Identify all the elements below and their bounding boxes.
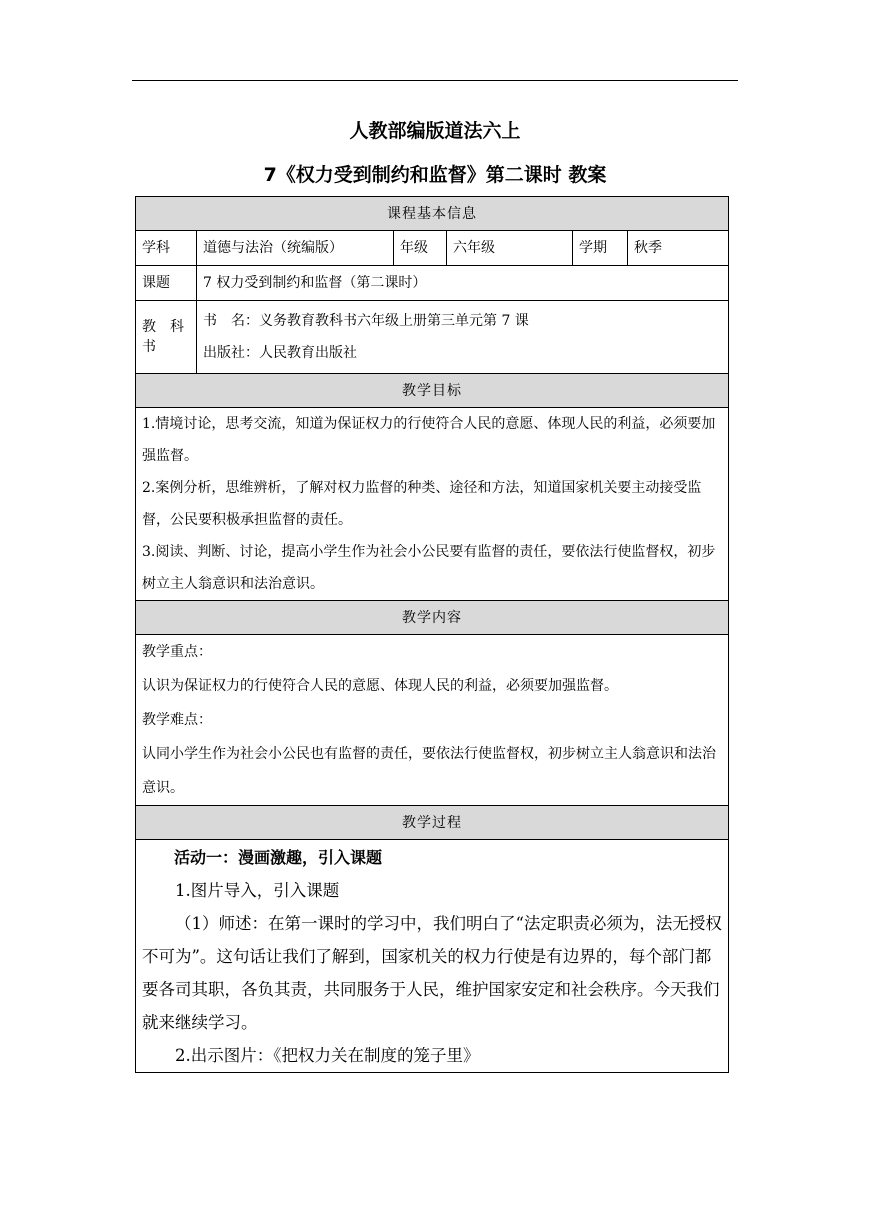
process-paragraph: （1）师述：在第一课时的学习中，我们明白了“法定职责必须为，法无授权不可为”。这句话让我们了解到，国家机关的权力行使是有边界的，每个部门都要各司其职，各负其责，共同服务于人民，维护国家安定和社会秩序。今天我们就来继续学习。 <box>142 913 722 1032</box>
basic-info-header-row <box>136 197 729 231</box>
process-row <box>136 840 729 1073</box>
content-row <box>136 635 729 806</box>
header-rule <box>132 80 738 81</box>
content-cell <box>136 635 729 806</box>
grade-value: 六年级 <box>447 231 573 266</box>
goals-cell <box>136 408 729 601</box>
lesson-title: 7《权力受到制约和监督》第二课时 教案 <box>263 164 607 186</box>
term-value: 秋季 <box>628 231 729 266</box>
textbook-row <box>136 301 729 374</box>
process-step: 2.出示图片：《把权力关在制度的笼子里》 <box>175 1045 480 1065</box>
subject-label: 学科 <box>136 231 197 266</box>
basic-info-section-title: 课程基本信息 <box>136 197 729 231</box>
textbook-label-line2: 书 <box>142 339 156 355</box>
subject-value: 道德与法治（统编版） <box>197 231 394 266</box>
textbook-info-cell <box>197 301 729 374</box>
textbook-label-line1: 教 科 <box>142 319 184 335</box>
document-title: 人教部编版道法六上 <box>349 120 521 142</box>
textbook-publisher: 出版社：人民教育出版社 <box>203 345 357 361</box>
difficult-point-label: 教学难点： <box>142 712 212 728</box>
grade-label: 年级 <box>394 231 447 266</box>
topic-row <box>136 266 729 301</box>
process-step: 1.图片导入，引入课题 <box>175 880 340 900</box>
subject-row <box>136 231 729 266</box>
goal-item: 3.阅读、判断、讨论，提高小学生作为社会小公民要有监督的责任，要依法行使监督权，初步树立主人翁意识和法治意识。 <box>142 544 716 592</box>
goal-item: 2.案例分析，思维辨析，了解对权力监督的种类、途径和方法，知道国家机关要主动接受监督，公民要积极承担监督的责任。 <box>142 480 702 528</box>
content-header-row <box>136 601 729 635</box>
process-header-row <box>136 806 729 840</box>
process-cell <box>136 840 729 1073</box>
goals-header-row <box>136 374 729 408</box>
textbook-name: 书 名：义务教育教科书六年级上册第三单元第 7 课 <box>203 313 529 329</box>
key-point-label: 教学重点： <box>142 644 212 660</box>
difficult-point-text: 认同小学生作为社会小公民也有监督的责任，要依法行使监督权，初步树立主人翁意识和法治意识。 <box>142 746 716 796</box>
key-point-text: 认识为保证权力的行使符合人民的意愿、体现人民的利益，必须要加强监督。 <box>142 678 618 694</box>
term-label: 学期 <box>573 231 628 266</box>
topic-label: 课题 <box>136 266 197 301</box>
goal-item: 1.情境讨论，思考交流，知道为保证权力的行使符合人民的意愿、体现人民的利益，必须要加强监督。 <box>142 416 716 464</box>
textbook-label-cell <box>136 301 197 374</box>
process-section-title: 教学过程 <box>136 806 729 840</box>
goals-row <box>136 408 729 601</box>
topic-value: 7 权力受到制约和监督（第二课时） <box>197 266 729 301</box>
activity-heading: 活动一：漫画激趣，引入课题 <box>174 847 383 867</box>
lesson-plan-table <box>135 196 729 1073</box>
goals-section-title: 教学目标 <box>136 374 729 408</box>
content-section-title: 教学内容 <box>136 601 729 635</box>
